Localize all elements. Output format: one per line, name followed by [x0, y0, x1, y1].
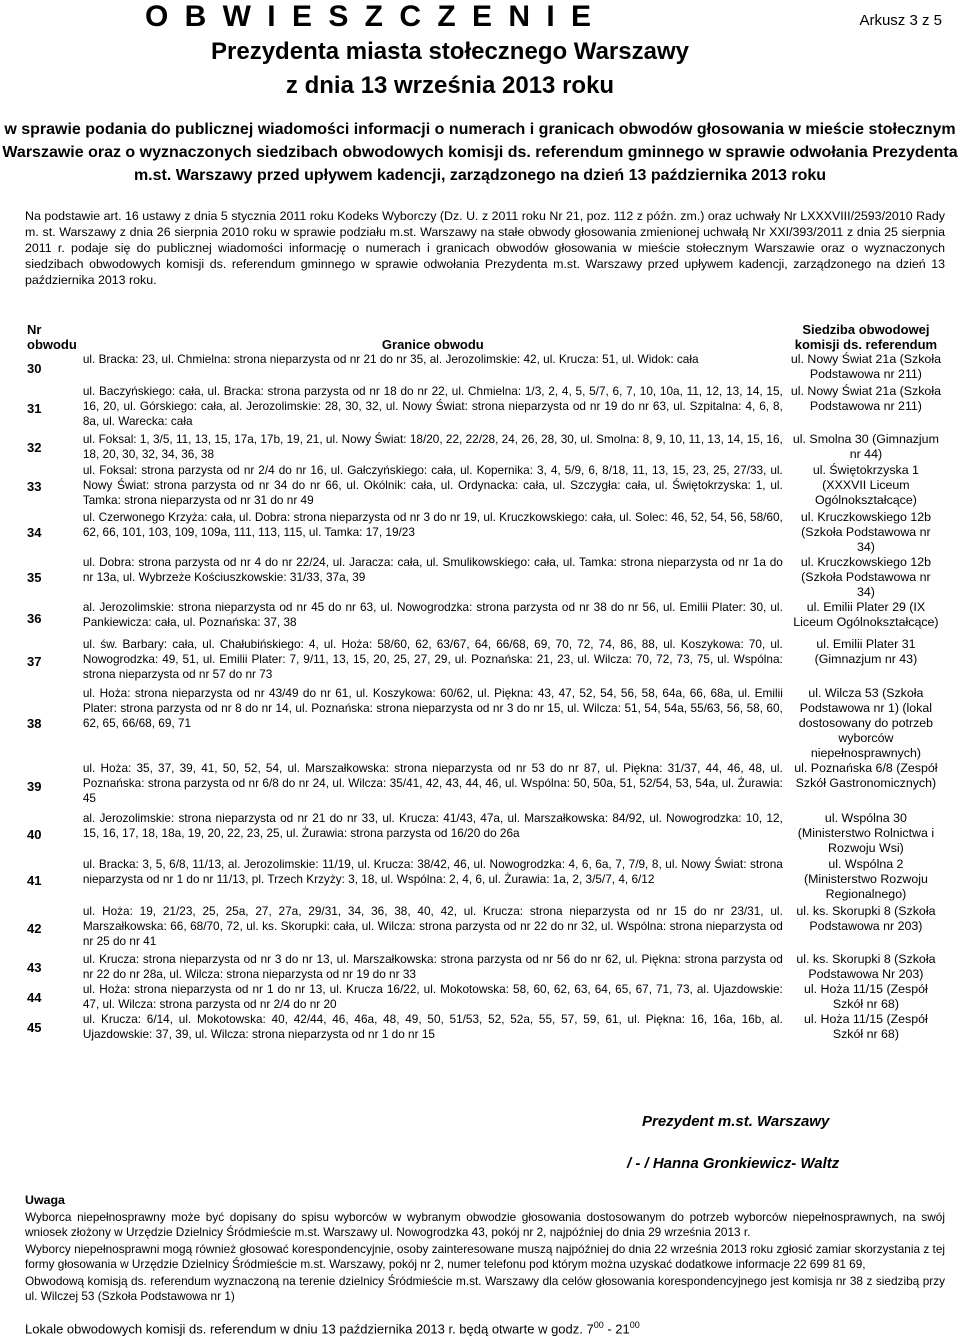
district-boundaries: ul. Czerwonego Krzyża: cała, ul. Dobra: strona nieparzysta od nr 3 do nr 19, ul. Kruczkowskiego: cała, ul. Solec: 46, 52, 54, 56, 58/60, 62, 66, 101, 103, 109, 109a, 111, 113, 115, ul. Tamka: 17, 19/23 — [82, 510, 783, 539]
table-row — [25, 555, 945, 600]
notice-subject: w sprawie podania do publicznej wiadomości informacji o numerach i granicach obwodów głosowania w mieście stołecznym Warszawie oraz o wyznaczonych siedzibach obwodowych komisji ds. referendum gminnego w sprawie odwołania Prezydenta m.st. Warszawy przed upływem kadencji, zarządzonego na dzień 13 października 2013 roku — [2, 121, 958, 184]
district-number: 37 — [27, 654, 42, 669]
table-row — [25, 637, 945, 686]
table-row — [25, 904, 945, 952]
district-boundaries: ul. Hoża: 35, 37, 39, 41, 50, 52, 54, ul. Marszałkowska: strona nieparzysta od nr 53 do nr 87, ul. Piękna: 31/37, 44, 46, 48, ul. Poznańska: strona parzysta od nr 6/8 do nr 24, ul. Wilcza: 35/41, 42, 43, 44, 46, ul. Wspólna: 50, 50a, 51, 52/54, 53, 54a, ul. Żurawia: 45 — [82, 761, 783, 805]
district-boundaries: ul. Foksal: strona parzysta od nr 2/4 do nr 16, ul. Gałczyńskiego: cała, ul. Kopernika: 3, 4, 5/9, 6, 8/18, 11, 13, 15, 23, 25, 27/33, ul. Nowy Świat: strona parzysta od nr 34 do nr 66, ul. Okólnik: cała, ul. Ordynacka: cała, ul. Szczygła: cała, ul. Świętokrzyska: 1, ul. Tamka: strona nieparzysta od nr 31 do nr 49 — [82, 463, 783, 507]
col-header-granice: Granice obwodu — [381, 337, 484, 352]
district-number: 40 — [27, 826, 42, 842]
districts-table — [25, 322, 945, 1043]
note-paragraph-3: Obwodową komisją ds. referendum wyznaczoną na terenie dzielnicy Śródmieście m.st. Warszawy dla celów głosowania korespondencyjnego jest komisja nr 38 z siedzibą przy ul. Wilczej 53 (Szkoła Podstawowa nr 1) — [25, 1274, 945, 1303]
commission-seat: ul. Kruczkowskiego 12b (Szkoła Podstawowa nr 34) — [800, 510, 931, 554]
district-boundaries: ul. św. Barbary: cała, ul. Chałubińskiego: 4, ul. Hoża: 58/60, 62, 63/67, 64, 66/68, 69, 70, 72, 74, 86, 88, ul. Koszykowa: 70, ul. Nowogrodzka: 49, 51, ul. Emilii Plater: 7, 9/11, 13, 15, 20, 25, 27, 29, ul. Poznańska: 21, 23, ul. Wilcza: 70, 72, 73, 75, ul. Wspólna: strona nieparzysta od nr 57 do nr 73 — [82, 637, 783, 681]
legal-basis-paragraph: Na podstawie art. 16 ustawy z dnia 5 stycznia 2011 roku Kodeks Wyborczy (Dz. U. z 2011 roku Nr 21, poz. 112 z późn. zm.) oraz uchwały Nr LXXXVIII/2593/2010 Rady m. st. Warszawy z dnia 26 sierpnia 2010 roku w sprawie podziału m.st. Warszawy na stałe obwody głosowania zmienionej uchwałą Nr XXI/393/2011 z dnia 25 sierpnia 2011 r. podaje się do publicznej wiadomości informację o numerach i granicach obwodów głosowania w mieście stołecznym Warszawie oraz o wyznaczonych siedzibach obwodowych komisji ds. referendum gminnego w sprawie odwołania Prezydenta m.st. Warszawy przed upływem kadencji, zarządzonego na dzień 13 października 2013 roku. — [25, 209, 945, 287]
commission-seat: ul. Nowy Świat 21a (Szkoła Podstawowa nr 211) — [790, 352, 941, 381]
table-row — [25, 761, 945, 811]
district-boundaries: ul. Hoża: strona nieparzysta od nr 43/49 do nr 61, ul. Koszykowa: 60/62, ul. Piękna: 43, 47, 52, 54, 56, 58, 64a, 66, 68a, ul. Emilii Plater: strona parzysta od nr 8 do nr 14, ul. Poznańska: strona nieparzysta od nr 3 do nr 15, ul. Wilcza: 51, 54, 54a, 55/63, 56, 58, 60, 62, 65, 66/68, 69, 71 — [82, 686, 783, 730]
table-header-row — [25, 322, 945, 352]
district-boundaries: ul. Hoża: 19, 21/23, 25, 25a, 27, 27a, 29/31, 34, 36, 38, 40, 42, ul. Krucza: strona nieparzysta od nr 15 do nr 23/31, ul. Marszałkowska: 66, 68/70, 72, ul. ks. Skorupki: cała, ul. Wilcza: strona parzysta od nr 22 do nr 32, ul. Wspólna: strona nieparzysta od nr 25 do nr 41 — [82, 904, 783, 948]
table-row — [25, 857, 945, 904]
commission-seat: ul. Emilii Plater 29 (IX Liceum Ogólnokształcące) — [793, 600, 939, 629]
commission-seat: ul. ks. Skorupki 8 (Szkoła Podstawowa nr 203) — [796, 904, 936, 933]
table-row — [25, 463, 945, 510]
district-number: 36 — [27, 611, 42, 626]
table-row — [25, 510, 945, 555]
signature-name: / - / Hanna Gronkiewicz- Waltz — [627, 1155, 840, 1172]
commission-seat: ul. Poznańska 6/8 (Zespół Szkół Gastronomicznych) — [794, 761, 938, 790]
footer-hour-end: 00 — [629, 1320, 640, 1330]
table-row — [25, 352, 945, 384]
district-boundaries: ul. Hoża: strona nieparzysta od nr 1 do nr 13, ul. Krucza 16/22, ul. Mokotowska: 58, 60, 62, 63, 64, 65, 67, 71, 73, al. Ujazdowskie: 47, ul. Wilcza: strona parzysta od nr 2/4 do nr 20 — [82, 982, 783, 1011]
table-row — [25, 1012, 945, 1043]
note-paragraph-2: Wyborcy niepełnosprawni mogą również głosować korespondencyjnie, osoby zainteresowane muszą najpóźniej do dnia 22 września 2013 roku zgłosić zamiar skorzystania z tej formy głosowania w Urzędzie Dzielnicy Śródmieście m.st. Warszawy, pokój nr 2, numer telefonu pod którym można uzyskać dodatkowe informacje 22 699 81 69, — [25, 1242, 945, 1271]
district-boundaries: ul. Krucza: strona nieparzysta od nr 3 do nr 13, ul. Marszałkowska: strona parzysta od nr 56 do nr 62, ul. Piękna: strona parzysta od nr 22 do nr 28a, ul. Wilcza: strona nieparzysta od nr 19 do nr 33 — [82, 952, 783, 981]
commission-seat: ul. Emilii Plater 31 (Gimnazjum nr 43) — [814, 637, 918, 666]
notice-date: z dnia 13 września 2013 roku — [285, 72, 615, 99]
commission-seat: ul. Wspólna 30 (Ministerstwo Rolnictwa i Rozwoju Wsi) — [797, 811, 935, 855]
notice-issuer: Prezydenta miasta stołecznego Warszawy — [211, 38, 689, 65]
district-number: 34 — [27, 525, 42, 540]
table-row — [25, 982, 945, 1012]
opening-hours-footer — [25, 1320, 640, 1336]
commission-seat: ul. ks. Skorupki 8 (Szkoła Podstawowa Nr 203) — [796, 952, 936, 981]
commission-seat: ul. Nowy Świat 21a (Szkoła Podstawowa nr 211) — [790, 384, 941, 413]
commission-seat: ul. Smolna 30 (Gimnazjum nr 44) — [792, 432, 939, 461]
commission-seat: ul. Hoża 11/15 (Zespół Szkół nr 68) — [804, 1012, 928, 1041]
table-row — [25, 384, 945, 432]
sheet-number: Arkusz 3 z 5 — [859, 12, 942, 29]
district-number: 31 — [27, 400, 42, 416]
district-boundaries: al. Jerozolimskie: strona nieparzysta od nr 21 do nr 33, ul. Krucza: 41/43, 47a, ul. Marszałkowska: 84/92, ul. Nowogrodzka: 10, 12, 15, 16, 17, 18, 18a, 19, 20, 22, 23, 25, ul. Żurawia: strona parzysta od 16/20 do 26a — [82, 811, 783, 840]
district-number: 30 — [27, 360, 42, 376]
district-boundaries: ul. Baczyńskiego: cała, ul. Bracka: strona parzysta od nr 18 do nr 22, ul. Chmielna: 1/3, 2, 4, 5, 5/7, 6, 7, 10, 10a, 11, 12, 13, 14, 15, 16, 20, ul. Górskiego: cała, al. Jerozolimskie: 28, 30, 32, ul. Nowy Świat: strona nieparzysta od nr 19 do nr 63, ul. Szpitalna: 4, 6, 8, 8a, ul. Warecka: cała — [82, 384, 783, 428]
note-heading: Uwaga — [25, 1193, 65, 1207]
district-boundaries: ul. Foksal: 1, 3/5, 11, 13, 15, 17a, 17b, 19, 21, ul. Nowy Świat: 18/20, 22, 22/28, 24, 26, 28, 30, ul. Smolna: 8, 9, 10, 11, 13, 14, 15, 16, 18, 20, 30, 32, 34, 36, 38 — [82, 432, 783, 461]
footer-text: Lokale obwodowych komisji ds. referendum w dniu 13 października 2013 r. będą otwarte w godz. 7 — [25, 1321, 594, 1337]
district-number: 35 — [27, 570, 42, 585]
footer-separator: - 21 — [603, 1321, 630, 1337]
commission-seat: ul. Świętokrzyska 1 (XXXVII Liceum Ogólnokształcące) — [812, 463, 919, 507]
footer-hour-start: 00 — [593, 1320, 604, 1330]
table-body — [25, 352, 945, 1043]
table-row — [25, 952, 945, 982]
commission-seat: ul. Wspólna 2 (Ministerstwo Rozwoju Regionalnego) — [803, 857, 928, 901]
district-number: 45 — [27, 1020, 42, 1035]
district-number: 38 — [27, 716, 42, 731]
note-paragraph-1: Wyborca niepełnosprawny może być dopisany do spisu wyborców w wybranym obwodzie głosowania dostosowanym do potrzeb wyborców niepełnosprawnych, na swój wniosek złożony w Urzędzie Dzielnicy Śródmieście m.st. Warszawy ul. Nowogrodzka 43, pokój nr 2, najpóźniej do dnia 29 września 2013 r. — [25, 1210, 945, 1239]
commission-seat: ul. Hoża 11/15 (Zespół Szkół nr 68) — [804, 982, 928, 1011]
district-number: 44 — [27, 989, 42, 1005]
district-number: 32 — [27, 440, 42, 455]
col-header-siedziba: Siedziba obwodowej komisji ds. referendum — [794, 322, 938, 352]
commission-seat: ul. Kruczkowskiego 12b (Szkoła Podstawowa nr 34) — [800, 555, 931, 599]
signature-role: Prezydent m.st. Warszawy — [642, 1113, 830, 1130]
district-number: 39 — [27, 778, 42, 794]
table-row — [25, 686, 945, 761]
district-boundaries: al. Jerozolimskie: strona nieparzysta od nr 45 do nr 63, ul. Nowogrodzka: strona parzysta od nr 38 do nr 56, ul. Emilii Plater: 30, ul. Pankiewicza: cała, ul. Poznańska: 37, 38 — [82, 600, 783, 629]
table-row — [25, 432, 945, 463]
notice-title: O B W I E S Z C Z E N I E — [144, 0, 596, 33]
district-boundaries: ul. Krucza: 6/14, ul. Mokotowska: 40, 42/44, 46, 46a, 48, 49, 50, 51/53, 52, 52a, 55, 57, 59, 61, ul. Piękna: 16, 16a, 16b, al. Ujazdowskie: 37, 39, ul. Wilcza: strona nieparzysta od nr 1 do nr 15 — [82, 1012, 783, 1041]
district-number: 43 — [27, 959, 42, 975]
district-boundaries: ul. Bracka: 23, ul. Chmielna: strona nieparzysta od nr 21 do nr 35, al. Jerozolimskie: 42, ul. Krucza: 51, ul. Widok: cała — [82, 352, 699, 366]
district-boundaries: ul. Bracka: 3, 5, 6/8, 11/13, al. Jerozolimskie: 11/19, ul. Krucza: 38/42, 46, ul. Nowogrodzka: 4, 6, 6a, 7, 7/9, 8, ul. Nowy Świat: strona nieparzysta od nr 1 do nr 11/13, pl. Trzech Krzyży: 3, 18, ul. Wspólna: 2, 4, 6, ul. Żurawia: 1a, 2, 3/5/7, 4, 6/12 — [82, 857, 783, 886]
commission-seat: ul. Wilcza 53 (Szkoła Podstawowa nr 1) (lokal dostosowany do potrzeb wyborców niepełnosprawnych) — [798, 686, 934, 760]
table-row — [25, 811, 945, 857]
table-row — [25, 600, 945, 637]
col-header-nr: Nr obwodu — [27, 322, 77, 352]
district-number: 41 — [27, 873, 42, 888]
district-number: 33 — [27, 479, 42, 494]
district-boundaries: ul. Dobra: strona parzysta od nr 4 do nr 22/24, ul. Jaracza: cała, ul. Smulikowskiego: cała, ul. Tamka: strona nieparzysta od nr 1a do nr 13a, ul. Wybrzeże Kościuszkowskie: 31/33, 37a, 39 — [82, 555, 783, 584]
district-number: 42 — [27, 920, 42, 936]
